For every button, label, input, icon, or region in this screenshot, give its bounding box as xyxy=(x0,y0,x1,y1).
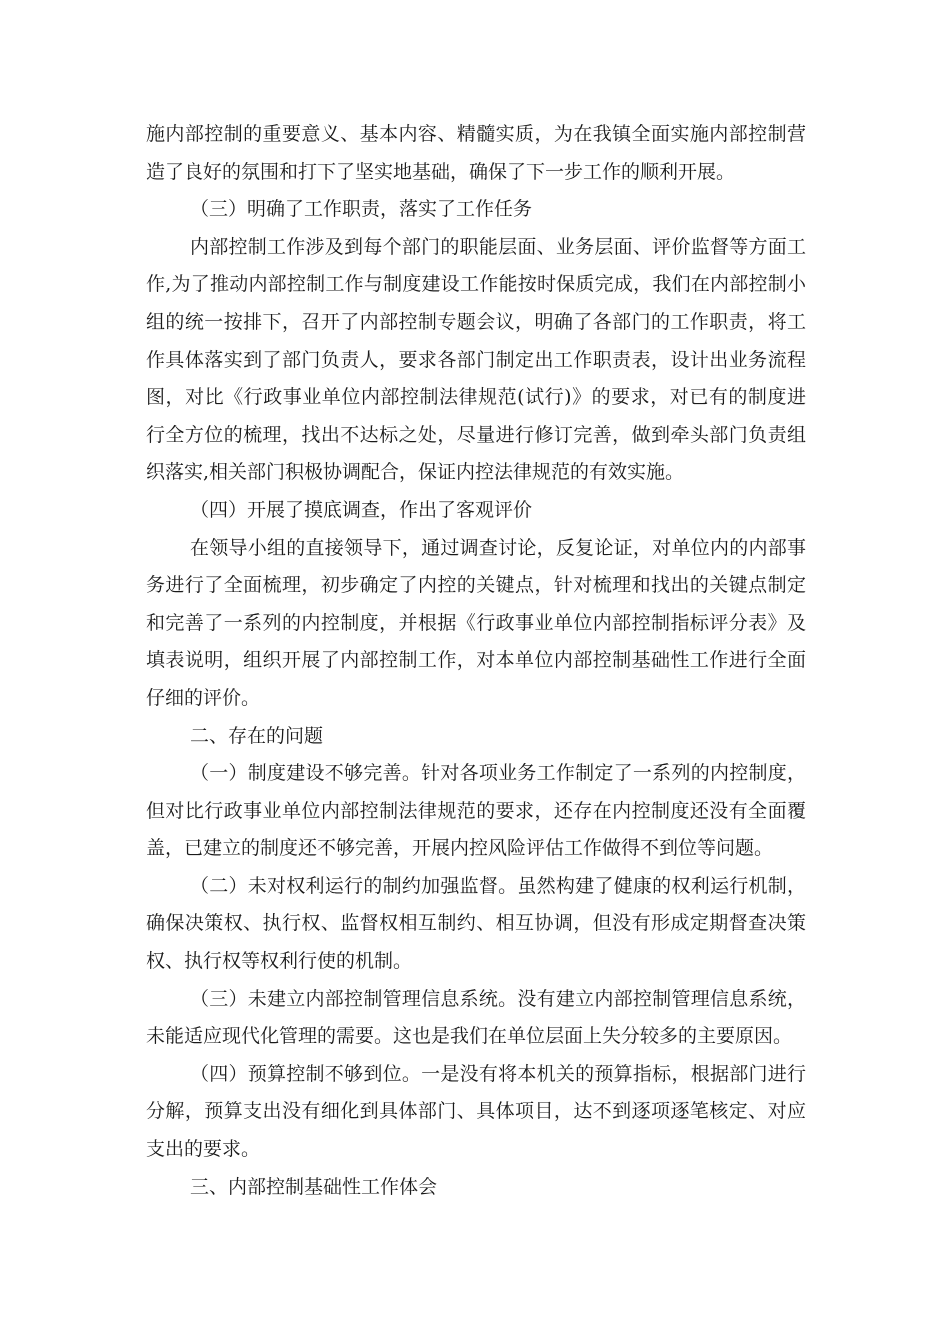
paragraph-continuation: 施内部控制的重要意义、基本内容、精髓实质，为在我镇全面实施内部控制营造了良好的氛围和打下了坚实地基础，确保了下一步工作的顺利开展。 xyxy=(146,123,806,183)
document-body xyxy=(146,116,806,1206)
problem-item-1: （一）制度建设不够完善。针对各项业务工作制定了一系列的内控制度，但对比行政事业单位内部控制法律规范的要求，还存在内控制度还没有全面覆盖，已建立的制度还不够完善，开展内控风险评估工作做得不到位等问题。 xyxy=(146,762,806,860)
paragraph-responsibilities: 内部控制工作涉及到每个部门的职能层面、业务层面、评价监督等方面工作,为了推动内部控制工作与制度建设工作能按时保质完成，我们在内部控制小组的统一按排下，召开了内部控制专题会议，明确了各部门的工作职责，将工作具体落实到了部门负责人，要求各部门制定出工作职责表，设计出业务流程图，对比《行政事业单位内部控制法律规范(试行)》的要求，对已有的制度进行全方位的梳理，找出不达标之处，尽量进行修订完善，做到牵头部门负责组织落实,相关部门积极协调配合，保证内控法律规范的有效实施。 xyxy=(146,235,806,484)
problem-item-3: （三）未建立内部控制管理信息系统。没有建立内部控制管理信息系统，未能适应现代化管理的需要。这也是我们在单位层面上失分较多的主要原因。 xyxy=(146,987,806,1048)
subheading-three: （三）明确了工作职责，落实了工作任务 xyxy=(190,198,533,221)
section-heading-problems: 二、存在的问题 xyxy=(190,724,324,747)
paragraph-evaluation: 在领导小组的直接领导下，通过调查讨论，反复论证，对单位内的内部事务进行了全面梳理，初步确定了内控的关键点，针对梳理和找出的关键点制定和完善了一系列的内控制度，并根据《行政事业单位内部控制指标评分表》及填表说明，组织开展了内部控制工作，对本单位内部控制基础性工作进行全面仔细的评价。 xyxy=(146,536,806,709)
subheading-four: （四）开展了摸底调查，作出了客观评价 xyxy=(190,498,533,521)
section-heading-experience: 三、内部控制基础性工作体会 xyxy=(190,1175,438,1198)
problem-item-2: （二）未对权利运行的制约加强监督。虽然构建了健康的权利运行机制，确保决策权、执行权、监督权相互制约、相互协调，但没有形成定期督查决策权、执行权等权利行使的机制。 xyxy=(146,874,806,973)
problem-item-4: （四）预算控制不够到位。一是没有将本机关的预算指标，根据部门进行分解，预算支出没有细化到具体部门、具体项目，达不到逐项逐笔核定、对应支出的要求。 xyxy=(146,1062,806,1161)
